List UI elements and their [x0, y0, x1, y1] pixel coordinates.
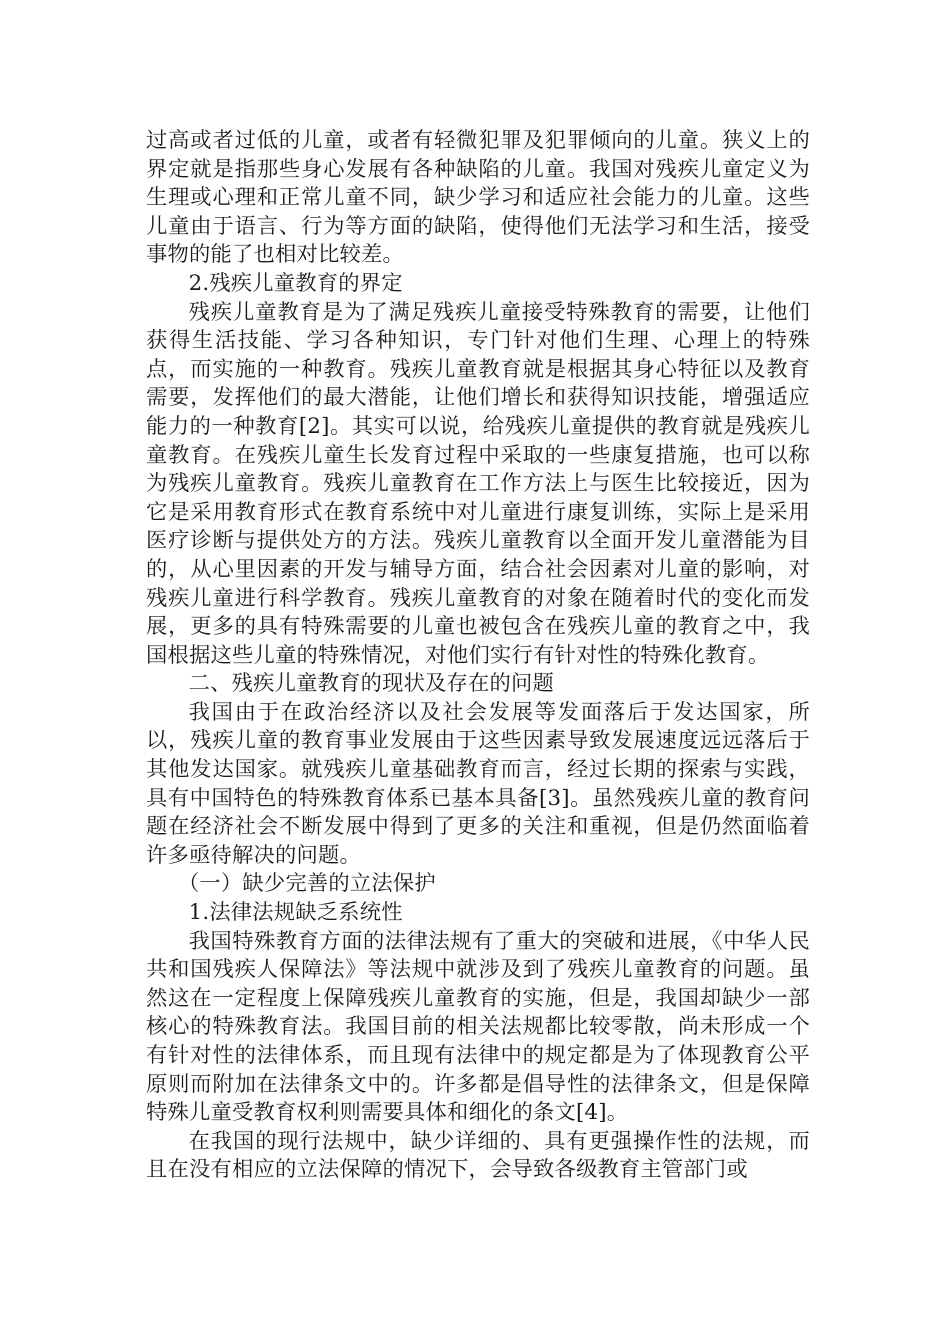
- section-heading-definition: 2.残疾儿童教育的界定: [188, 270, 403, 296]
- subsection-heading-laws: 1.法律法规缺乏系统性: [188, 900, 403, 926]
- paragraph-body: 在我国的现行法规中，缺少详细的、具有更强操作性的法规，而且在没有相应的立法保障的情况下，会导致各级教育主管部门或: [146, 1128, 810, 1183]
- subsection-heading-legislation: （一）缺少完善的立法保护: [177, 871, 436, 897]
- paragraph-body: 残疾儿童教育是为了满足残疾儿童接受特殊教育的需要，让他们获得生活技能、学习各种知识，专门针对他们生理、心理上的特殊点，而实施的一种教育。残疾儿童教育就是根据其身心特征以及教育需要，发挥他们的最大潜能，让他们增长和获得知识技能，增强适应能力的一种教育[2]。其实可以说，给残疾儿童提供的教育就是残疾儿童教育。在残疾儿童生长发育过程中采取的一些康复措施，也可以称为残疾儿童教育。残疾儿童教育在工作方法上与医生比较接近，因为它是采用教育形式在教育系统中对儿童进行康复训练，实际上是采用医疗诊断与提供处方的方法。残疾儿童教育以全面开发儿童潜能为目的，从心里因素的开发与辅导方面，结合社会因素对儿童的影响，对残疾儿童进行科学教育。残疾儿童教育的对象在随着时代的变化而发展，更多的具有特殊需要的儿童也被包含在残疾儿童的教育之中，我国根据这些儿童的特殊情况，对他们实行有针对性的特殊化教育。: [146, 299, 810, 668]
- paragraph-body: 我国由于在政治经济以及社会发展等发面落后于发达国家，所以，残疾儿童的教育事业发展由于这些因素导致发展速度远远落后于其他发达国家。就残疾儿童基础教育而言，经过长期的探索与实践，具有中国特色的特殊教育体系已基本具备[3]。虽然残疾儿童的教育问题在经济社会不断发展中得到了更多的关注和重视，但是仍然面临着许多亟待解决的问题。: [146, 699, 810, 868]
- document-page: [146, 127, 810, 1185]
- section-heading-status: 二、残疾儿童教育的现状及存在的问题: [188, 671, 555, 697]
- paragraph-body: 我国特殊教育方面的法律法规有了重大的突破和进展，《中华人民共和国残疾人保障法》等法规中就涉及到了残疾儿童教育的问题。虽然这在一定程度上保障残疾儿童教育的实施，但是，我国却缺少一部核心的特殊教育法。我国目前的相关法规都比较零散，尚未形成一个有针对性的法律体系，而且现有法律中的规定都是为了体现教育公平原则而附加在法律条文中的。许多都是倡导性的法律条文，但是保障特殊儿童受教育权利则需要具体和细化的条文[4]。: [146, 928, 810, 1126]
- paragraph-continuation: 过高或者过低的儿童，或者有轻微犯罪及犯罪倾向的儿童。狭义上的界定就是指那些身心发展有各种缺陷的儿童。我国对残疾儿童定义为生理或心理和正常儿童不同，缺少学习和适应社会能力的儿童。这些儿童由于语言、行为等方面的缺陷，使得他们无法学习和生活，接受事物的能了也相对比较差。: [146, 128, 810, 268]
